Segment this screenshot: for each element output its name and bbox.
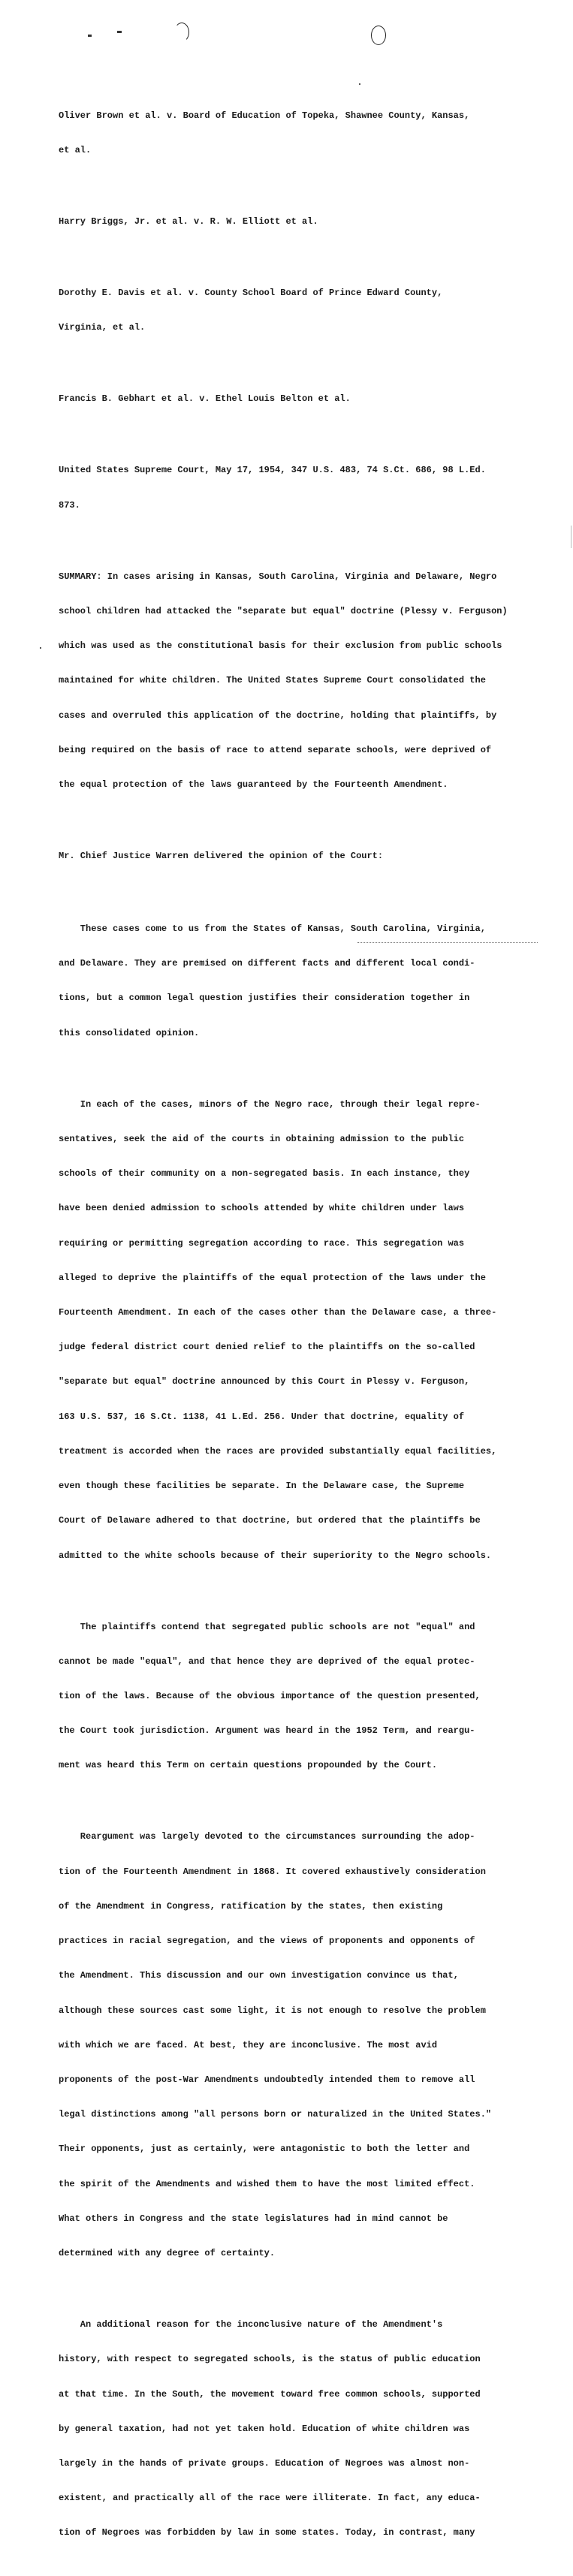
punch-hole-mark [174, 23, 189, 42]
scan-speck [359, 83, 360, 85]
text-line: cases and overruled this application of the doctrine, holding that plaintiffs, by [59, 710, 497, 721]
scan-mark [88, 35, 92, 37]
text-line: largely in the hands of private groups. Education of Negroes was almost non- [59, 2458, 470, 2469]
text-line: Their opponents, just as certainly, were antagonistic to both the letter and [59, 2144, 470, 2155]
text-line: tions, but a common legal question justifies their consideration together in [59, 993, 470, 1004]
text-line: have been denied admission to schools attended by white children under laws [59, 1203, 465, 1214]
text-line: Virginia, et al. [59, 322, 146, 333]
scan-speck [40, 647, 41, 649]
summary-paragraph [59, 548, 512, 814]
text-line: which was used as the constitutional basis for their exclusion from public schools [59, 640, 502, 652]
text-line: tion of the laws. Because of the obvious importance of the question presented, [59, 1691, 481, 1701]
text-line: These cases come to us from the States of Kansas, South Carolina, Virginia, [59, 923, 486, 934]
text-line: requiring or permitting segregation according to race. This segregation was [59, 1237, 465, 1249]
text-line: Mr. Chief Justice Warren delivered the opinion of the Court: [59, 850, 384, 861]
text-line: maintained for white children. The United States Supreme Court consolidated the [59, 675, 486, 686]
scan-mark [117, 31, 122, 33]
text-line: with which we are faced. At best, they are inconclusive. The most avid [59, 2039, 438, 2050]
text-line: alleged to deprive the plaintiffs of the equal protection of the laws under the [59, 1272, 486, 1283]
text-line: although these sources cast some light, it is not enough to resolve the problem [59, 2005, 486, 2016]
text-line: Fourteenth Amendment. In each of the cases other than the Delaware case, a three- [59, 1307, 497, 1318]
text-line: being required on the basis of race to attend separate schools, were deprived of [59, 744, 492, 755]
text-line: treatment is accorded when the races are provided substantially equal facilities, [59, 1445, 497, 1457]
text-line: "separate but equal" doctrine announced by this Court in Plessy v. Ferguson, [59, 1376, 470, 1387]
page-edge-rule [357, 942, 538, 943]
opinion-paragraph-5 [59, 2296, 512, 2562]
text-line: In each of the cases, minors of the Negro race, through their legal repre- [59, 1098, 481, 1110]
text-line: Court of Delaware adhered to that doctrine, but ordered that the plaintiffs be [59, 1515, 481, 1526]
text-line: Dorothy E. Davis et al. v. County School Board of Prince Edward County, [59, 288, 443, 299]
text-line: this consolidated opinion. [59, 1027, 200, 1038]
text-line: et al. [59, 145, 92, 156]
text-line: ment was heard this Term on certain questions propounded by the Court. [59, 1760, 438, 1771]
document-body [59, 87, 512, 2576]
text-line: United States Supreme Court, May 17, 1954, 347 U.S. 483, 74 S.Ct. 686, 98 L.Ed. [59, 465, 486, 476]
text-line: at that time. In the South, the movement toward free common schools, supported [59, 2388, 481, 2400]
text-line: tion of the Fourteenth Amendment in 1868. It covered exhaustively consideration [59, 1866, 486, 1877]
text-line: 873. [59, 499, 80, 511]
text-line: cannot be made "equal", and that hence they are deprived of the equal protec- [59, 1656, 475, 1667]
text-line: the spirit of the Amendments and wished them to have the most limited effect. [59, 2178, 475, 2189]
text-line: sentatives, seek the aid of the courts in obtaining admission to the public [59, 1133, 465, 1144]
opinion-paragraph-1 [59, 900, 512, 1062]
opinion-paragraph-2 [59, 1076, 512, 1585]
text-line: the Court took jurisdiction. Argument was heard in the 1952 Term, and reargu- [59, 1725, 475, 1737]
text-line: existent, and practically all of the race were illiterate. In fact, any educa- [59, 2493, 481, 2504]
opinion-intro [59, 827, 512, 885]
court-citation [59, 442, 512, 535]
text-line: The plaintiffs contend that segregated public schools are not "equal" and [59, 1621, 475, 1632]
text-line: practices in racial segregation, and the views of proponents and opponents of [59, 1936, 475, 1947]
text-line: judge federal district court denied relief to the plaintiffs on the so-called [59, 1342, 475, 1353]
text-line: tion of Negroes was forbidden by law in some states. Today, in contrast, many [59, 2527, 475, 2538]
text-line: the equal protection of the laws guaranteed by the Fourteenth Amendment. [59, 779, 448, 790]
text-line: proponents of the post-War Amendments undoubtedly intended them to remove all [59, 2074, 475, 2085]
case-caption-briggs [59, 193, 512, 251]
text-line: Reargument was largely devoted to the circumstances surrounding the adop- [59, 1831, 475, 1842]
text-line: and Delaware. They are premised on different facts and different local condi- [59, 958, 475, 969]
text-line: schools of their community on a non-segregated basis. In each instance, they [59, 1168, 470, 1180]
text-line: Oliver Brown et al. v. Board of Education of Topeka, Shawnee County, Kansas, [59, 110, 470, 121]
text-line: Harry Briggs, Jr. et al. v. R. W. Elliott et al. [59, 216, 318, 227]
text-line: even though these facilities be separate. In the Delaware case, the Supreme [59, 1481, 465, 1492]
punch-hole-mark [371, 26, 386, 45]
case-caption-gebhart [59, 371, 512, 429]
text-line: determined with any degree of certainty. [59, 2248, 276, 2259]
text-line: What others in Congress and the state legislatures had in mind cannot be [59, 2213, 448, 2224]
text-line: admitted to the white schools because of their superiority to the Negro schools. [59, 1550, 492, 1561]
text-line: the Amendment. This discussion and our own investigation convince us that, [59, 1970, 459, 1981]
text-line: legal distinctions among "all persons born or naturalized in the United States." [59, 2109, 492, 2120]
text-line: by general taxation, had not yet taken hold. Education of white children was [59, 2423, 470, 2434]
text-line: An additional reason for the inconclusive nature of the Amendment's [59, 2319, 443, 2330]
text-line: Francis B. Gebhart et al. v. Ethel Louis Belton et al. [59, 393, 351, 405]
text-line: 163 U.S. 537, 16 S.Ct. 1138, 41 L.Ed. 256. Under that doctrine, equality of [59, 1411, 465, 1422]
opinion-paragraph-3 [59, 1598, 512, 1795]
text-line: school children had attacked the "separate but equal" doctrine (Plessy v. Ferguson) [59, 605, 508, 616]
text-line: of the Amendment in Congress, ratification by the states, then existing [59, 1900, 443, 1912]
case-caption-brown [59, 87, 512, 179]
text-line: history, with respect to segregated schools, is the status of public education [59, 2354, 481, 2365]
case-caption-davis [59, 264, 512, 357]
text-line: SUMMARY: In cases arising in Kansas, South Carolina, Virginia and Delaware, Negro [59, 571, 497, 582]
opinion-paragraph-4 [59, 1809, 512, 2283]
